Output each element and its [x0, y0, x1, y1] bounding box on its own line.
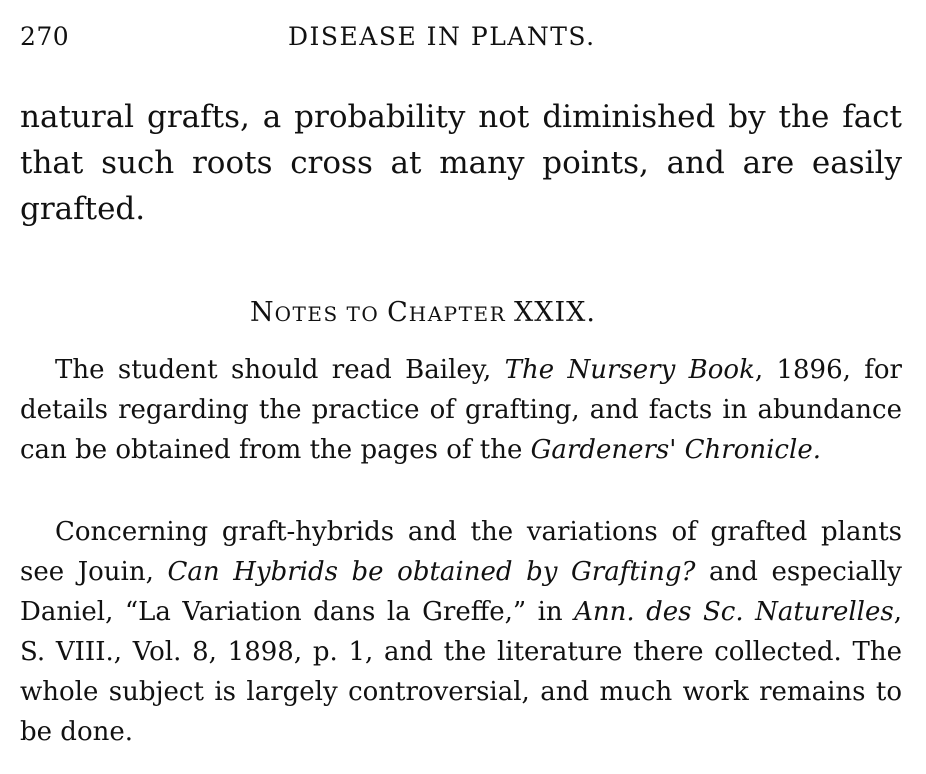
notes-heading: [250, 297, 596, 328]
notes-heading-smallcaps-chapter: HAPTER: [408, 302, 514, 326]
notes-p1-book-title: The Nursery Book: [504, 355, 755, 385]
page-number: 270: [20, 22, 70, 51]
notes-p1-text-1: The student should read Bailey,: [55, 355, 505, 385]
notes-heading-numeral: XXIX.: [514, 297, 596, 328]
notes-p2-text-3: , S. VIII., Vol. 8, 1898, p. 1, and the literature there collected. The whole subject is largely controversial, and much work remains to be done.: [20, 597, 902, 747]
notes-heading-initial-c: C: [387, 297, 409, 328]
notes-p2-text-2: and especially Daniel, “La Variation dans la Greffe,” in: [20, 557, 902, 627]
notes-p2-work-title: Can Hybrids be obtained by Grafting?: [167, 557, 696, 587]
notes-paragraph-1: [20, 350, 902, 470]
notes-p1-periodical-title: Gardeners' Chronicle.: [530, 435, 821, 465]
body-paragraph: natural grafts, a probability not diminished by the fact that such roots cross at many points, and are easily grafted.: [20, 99, 902, 227]
notes-p2-journal-title: Ann. des Sc. Naturelles: [574, 597, 894, 627]
notes-paragraph-2: [20, 512, 902, 752]
notes-p2-text-1: Concerning graft-hybrids and the variations of grafted plants see Jouin,: [20, 517, 902, 587]
notes-p1-text-2: , 1896, for details regarding the practice of grafting, and facts in abundance can be obtained from the pages of the: [20, 355, 902, 465]
running-head: DISEASE IN PLANTS.: [288, 22, 596, 51]
notes-heading-initial-n: N: [250, 297, 275, 328]
notes-heading-smallcaps-notes-to: OTES TO: [274, 302, 388, 326]
